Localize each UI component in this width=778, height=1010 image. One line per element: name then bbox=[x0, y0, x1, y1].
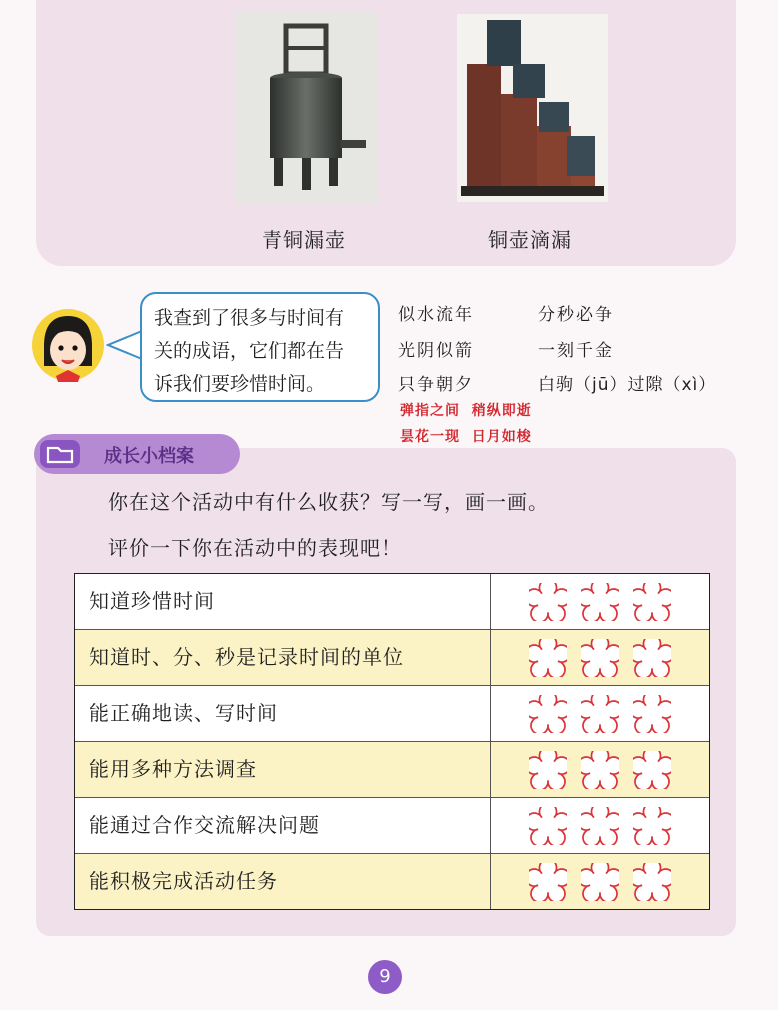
self-evaluation-table bbox=[74, 573, 710, 910]
flower-rating-icon[interactable] bbox=[581, 807, 619, 845]
criterion-label: 能用多种方法调查 bbox=[75, 742, 491, 797]
artifact-panel bbox=[36, 0, 736, 266]
flower-rating-icon[interactable] bbox=[581, 639, 619, 677]
folder-icon bbox=[38, 438, 82, 470]
idiom: 只争朝夕 bbox=[398, 375, 474, 395]
flower-rating-icon[interactable] bbox=[529, 863, 567, 901]
flower-rating-icon[interactable] bbox=[633, 583, 671, 621]
table-row bbox=[75, 629, 709, 685]
criterion-label: 能通过合作交流解决问题 bbox=[75, 798, 491, 853]
growth-record-tag bbox=[34, 434, 240, 474]
flower-rating-icon[interactable] bbox=[529, 751, 567, 789]
flower-rating-icon[interactable] bbox=[581, 583, 619, 621]
flower-rating-icon[interactable] bbox=[633, 863, 671, 901]
idiom: 白驹（jū）过隙（xì） bbox=[538, 375, 717, 395]
rating-cell bbox=[491, 798, 709, 853]
flower-rating-icon[interactable] bbox=[529, 695, 567, 733]
rating-cell bbox=[491, 742, 709, 797]
page-number-badge: 9 bbox=[368, 960, 402, 994]
handwritten-idioms: 昙花一现 日月如梭 bbox=[400, 429, 532, 445]
rating-cell bbox=[491, 574, 709, 629]
idiom: 分秒必争 bbox=[538, 305, 614, 325]
criterion-label: 能积极完成活动任务 bbox=[75, 854, 491, 909]
idiom: 光阴似箭 bbox=[398, 341, 474, 361]
table-row bbox=[75, 797, 709, 853]
flower-rating-icon[interactable] bbox=[633, 751, 671, 789]
flower-rating-icon[interactable] bbox=[529, 583, 567, 621]
flower-rating-icon[interactable] bbox=[633, 807, 671, 845]
instruction-text: 评价一下你在活动中的表现吧！ bbox=[108, 536, 402, 560]
girl-avatar-icon bbox=[30, 306, 106, 384]
copper-pot-drip-clock-photo bbox=[457, 14, 608, 202]
growth-record-title: 成长小档案 bbox=[104, 446, 194, 467]
flower-rating-icon[interactable] bbox=[529, 639, 567, 677]
photo-caption: 铜壶滴漏 bbox=[488, 228, 572, 252]
speech-line: 诉我们要珍惜时间。 bbox=[154, 373, 326, 395]
flower-rating-icon[interactable] bbox=[581, 863, 619, 901]
idiom: 一刻千金 bbox=[538, 341, 614, 361]
rating-cell bbox=[491, 630, 709, 685]
rating-cell bbox=[491, 686, 709, 741]
speech-bubble bbox=[140, 292, 380, 402]
criterion-label: 知道珍惜时间 bbox=[75, 574, 491, 629]
flower-rating-icon[interactable] bbox=[633, 695, 671, 733]
idiom: 似水流年 bbox=[398, 305, 474, 325]
table-row bbox=[75, 741, 709, 797]
criterion-label: 知道时、分、秒是记录时间的单位 bbox=[75, 630, 491, 685]
speech-bubble-tail bbox=[106, 325, 144, 365]
speech-line: 关的成语，它们都在告 bbox=[154, 340, 345, 362]
table-row bbox=[75, 685, 709, 741]
photo-caption: 青铜漏壶 bbox=[262, 228, 346, 252]
flower-rating-icon[interactable] bbox=[633, 639, 671, 677]
flower-rating-icon[interactable] bbox=[581, 751, 619, 789]
handwritten-idioms: 弹指之间 稍纵即逝 bbox=[400, 403, 532, 419]
rating-cell bbox=[491, 854, 709, 909]
flower-rating-icon[interactable] bbox=[529, 807, 567, 845]
table-row bbox=[75, 853, 709, 909]
criterion-label: 能正确地读、写时间 bbox=[75, 686, 491, 741]
flower-rating-icon[interactable] bbox=[581, 695, 619, 733]
bronze-water-clock-photo bbox=[236, 12, 377, 204]
speech-line: 我查到了很多与时间有 bbox=[154, 307, 345, 329]
instruction-text: 你在这个活动中有什么收获？写一写，画一画。 bbox=[108, 490, 549, 514]
table-row bbox=[75, 574, 709, 629]
